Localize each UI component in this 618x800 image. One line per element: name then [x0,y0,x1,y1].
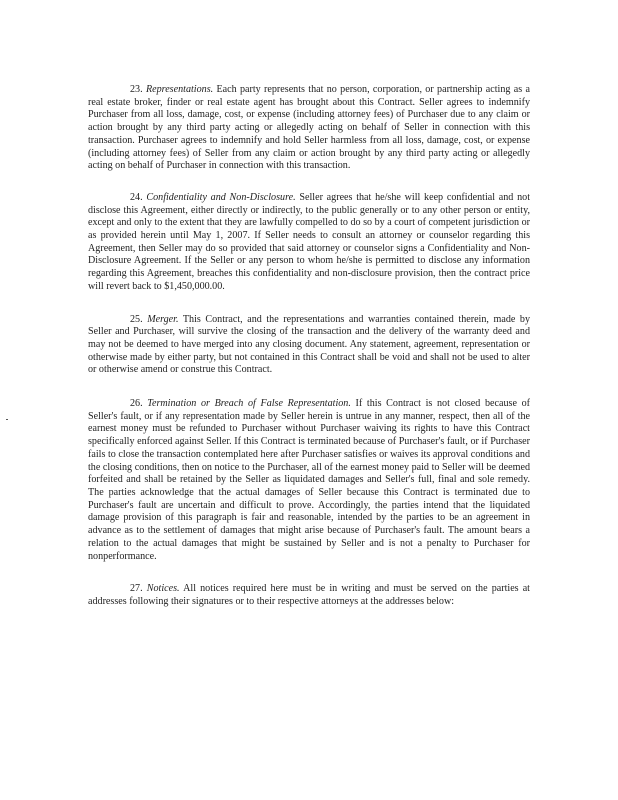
paragraph-27-number: 27. [130,583,143,595]
document-page [88,84,530,609]
paragraph-27-heading: Notices. [146,583,180,595]
paragraph-23-representations [88,84,530,173]
paragraph-24-confidentiality [88,192,530,294]
scan-margin-mark [6,419,8,420]
paragraph-24-body: Seller agrees that he/she will keep confidential and not disclose this Agreement, either directly or indirectly, to the public generally or to any other person or entity, except and only to the extent that they are lawfully compelled to do so by a court of competent jurisdiction or as provided herein until May 1, 2007. If Seller needs to consult an attorney or counselor regarding this Agreement, then Seller may do so provided that said attorney or counselor signs a Confidentiality and Non-Disclosure Agreement. If the Seller or any person to whom he/she is permitted to disclose any information regarding this Agreement, breaches this confidentiality and non-disclosure provision, then the contract price will revert back to $1,450,000.00. [88,191,530,292]
paragraph-27-body: All notices required here must be in writing and must be served on the parties at addresses following their signatures or to their respective attorneys at the addresses below: [88,583,530,607]
paragraph-24-number: 24. [130,191,143,203]
paragraph-26-body: If this Contract is not closed because of Seller's fault, or if any representation made by Seller herein is untrue in any manner, respect, then all of the earnest money must be refunded to Purchaser without Purchaser waiving its rights to have this Contract specifically enforced against Seller. If this Contract is terminated because of Purchaser's fault, or if Purchaser fails to close the transaction contemplated here after Purchaser satisfies or waives its approval conditions and the closing conditions, then on notice to the Purchaser, all of the earnest money paid to Seller will be deemed forfeited and shall be retained by the Seller as liquidated damages and Seller's full, final and sole remedy. The parties acknowledge that the actual damages of Seller because this Contract is terminated due to Purchaser's fault are uncertain and difficult to prove. Accordingly, the parties intend that the liquidated damage provision of this paragraph is fair and reasonable, intended by the parties to be an agreement in advance as to the settlement of damages that might arise because of Purchaser's fault. The amount bears a relation to the actual damages that might be sustained by Seller and is not a penalty to Purchaser for nonperformance. [88,398,531,562]
paragraph-23-number: 23. [130,84,143,95]
paragraph-26-heading: Termination or Breach of False Representation. [147,398,351,410]
paragraph-23-heading: Representations. [145,84,214,95]
paragraph-25-heading: Merger. [147,313,179,325]
paragraph-25-merger [88,314,530,378]
paragraph-23-body: Each party represents that no person, corporation, or partnership acting as a real estate broker, finder or real estate agent has brought about this Contract. Seller agrees to indemnify Purchaser from all loss, damage, cost, or expense (including attorney fees) of Purchaser due to any claim or action brought by any third party acting or allegedly acting on behalf of Seller in connection with this transaction. Purchaser agrees to indemnify and hold Seller harmless from all loss, damage, cost, or expense (including attorney fees) of Seller from any claim or action brought by any third party acting or allegedly acting on behalf of Purchaser in connection with this transaction. [88,84,530,172]
paragraph-26-termination [88,398,530,563]
paragraph-27-notices [88,583,530,608]
paragraph-25-number: 25. [130,313,143,325]
paragraph-26-number: 26. [130,398,143,410]
paragraph-25-body: This Contract, and the representations and warranties contained therein, made by Seller and Purchaser, will survive the closing of the transaction and the delivery of the warranty deed and may not be deemed to have merged into any closing document. Any statement, agreement, representation or otherwise made by either party, but not contained in this Contract shall be void and shall not be used to alter or otherwise amend or construe this Contract. [88,313,530,376]
paragraph-24-heading: Confidentiality and Non-Disclosure. [146,191,296,203]
